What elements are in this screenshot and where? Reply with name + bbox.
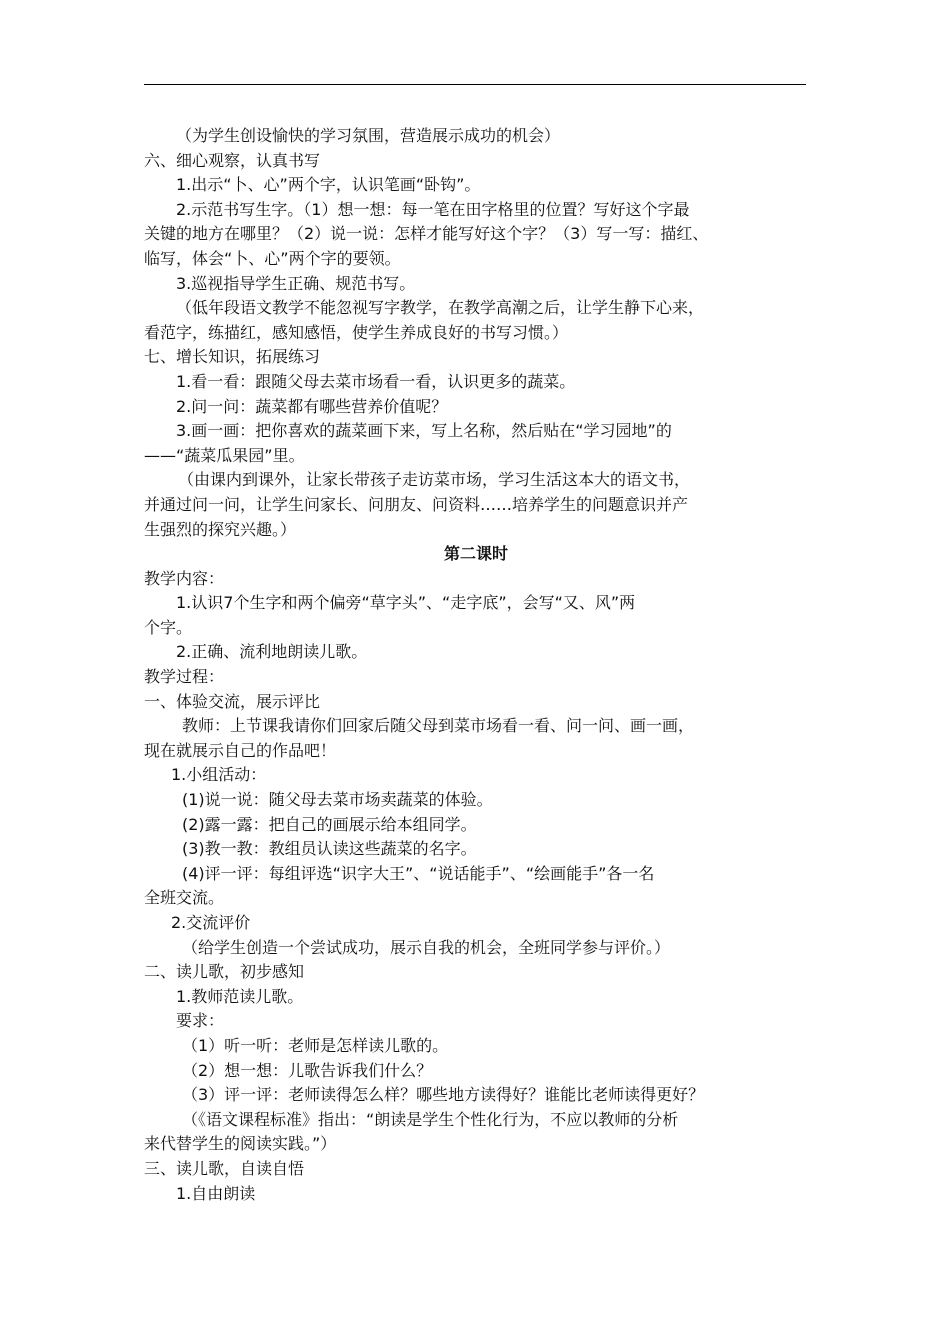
text-line: 1.教师范读儿歌。 xyxy=(176,986,304,1006)
section-heading: 教学过程： xyxy=(144,667,225,687)
text-line: （3）评一评：老师读得怎么样？哪些地方读得好？谁能比老师读得更好？ xyxy=(182,1085,705,1105)
text-line: 要求： xyxy=(176,1011,225,1031)
text-line: 全班交流。 xyxy=(144,888,225,908)
text-line: 来代替学生的阅读实践。”） xyxy=(144,1134,337,1154)
text-line: （由课内到课外，让家长带孩子走访菜市场，学习生活这本大的语文书， xyxy=(178,470,691,490)
section-heading: 三、读儿歌，自读自悟 xyxy=(144,1158,305,1178)
text-line: (2)露一露：把自己的画展示给本组同学。 xyxy=(182,814,477,834)
text-line: (3)教一教：教组员认读这些蔬菜的名字。 xyxy=(182,839,477,859)
text-line: 教师：上节课我请你们回家后随父母到菜市场看一看、问一问、画一画， xyxy=(182,716,695,736)
section-heading: 七、增长知识，拓展练习 xyxy=(144,347,321,367)
text-line: 1.出示“卜、心”两个字，认识笔画“卧钩”。 xyxy=(176,175,481,195)
lesson-title: 第二课时 xyxy=(443,544,508,564)
text-line: 1.认识7个生字和两个偏旁“草字头”、“走字底”，会写“又、风”两 xyxy=(176,593,636,613)
text-line: （2）想一想：儿歌告诉我们什么？ xyxy=(182,1060,433,1080)
text-line: （低年段语文教学不能忽视写字教学，在教学高潮之后，让学生静下心来， xyxy=(176,298,705,318)
text-line: 临写，体会“卜、心”两个字的要领。 xyxy=(144,248,401,268)
text-line: 1.自由朗读 xyxy=(176,1183,256,1203)
text-line: 1.小组活动： xyxy=(171,765,267,785)
text-line: 2.交流评价 xyxy=(171,913,251,932)
text-line: 2.示范书写生字。（1）想一想：每一笔在田字格里的位置？写好这个字最 xyxy=(176,199,690,219)
text-line: ——“蔬菜瓜果园”里。 xyxy=(144,445,305,465)
text-line: 个字。 xyxy=(144,617,193,637)
text-line: （给学生创造一个尝试成功，展示自我的机会，全班同学参与评价。） xyxy=(182,937,671,957)
text-line: 并通过问一问，让学生问家长、问朋友、问资料……培养学生的问题意识并产 xyxy=(144,494,689,514)
text-line: 2.问一问：蔬菜都有哪些营养价值呢？ xyxy=(176,396,448,416)
text-line: 3.巡视指导学生正确、规范书写。 xyxy=(176,273,416,293)
text-line: 关键的地方在哪里？（2）说一说：怎样才能写好这个字？（3）写一写：描红、 xyxy=(144,224,709,244)
text-line: 看范字，练描红，感知感悟，使学生养成良好的书写习惯。） xyxy=(144,322,569,342)
section-heading: 教学内容： xyxy=(144,568,225,588)
section-heading: 一、体验交流，展示评比 xyxy=(144,691,321,711)
text-line: 1.看一看：跟随父母去菜市场看一看，认识更多的蔬菜。 xyxy=(176,371,576,391)
text-line: 3.画一画：把你喜欢的蔬菜画下来，写上名称，然后贴在“学习园地”的 xyxy=(176,421,672,441)
section-heading: 二、读儿歌，初步感知 xyxy=(144,962,305,982)
text-line: (4)评一评：每组评选“识字大王”、“说话能手”、“绘画能手”各一名 xyxy=(182,863,655,883)
section-heading: 六、细心观察，认真书写 xyxy=(144,150,321,170)
document-body xyxy=(144,124,808,1206)
header-rule xyxy=(144,84,806,85)
text-line: （为学生创设愉快的学习氛围，营造展示成功的机会） xyxy=(176,126,561,145)
text-line: 2.正确、流利地朗读儿歌。 xyxy=(176,642,368,662)
text-line: 现在就展示自己的作品吧！ xyxy=(144,740,337,760)
text-line: （1）听一听：老师是怎样读儿歌的。 xyxy=(182,1035,449,1055)
text-line: 生强烈的探究兴趣。） xyxy=(144,519,297,539)
text-line: （《语文课程标准》指出：“朗读是学生个性化行为，不应以教师的分析 xyxy=(182,1109,679,1129)
text-line: (1)说一说：随父母去菜市场卖蔬菜的体验。 xyxy=(182,790,493,810)
